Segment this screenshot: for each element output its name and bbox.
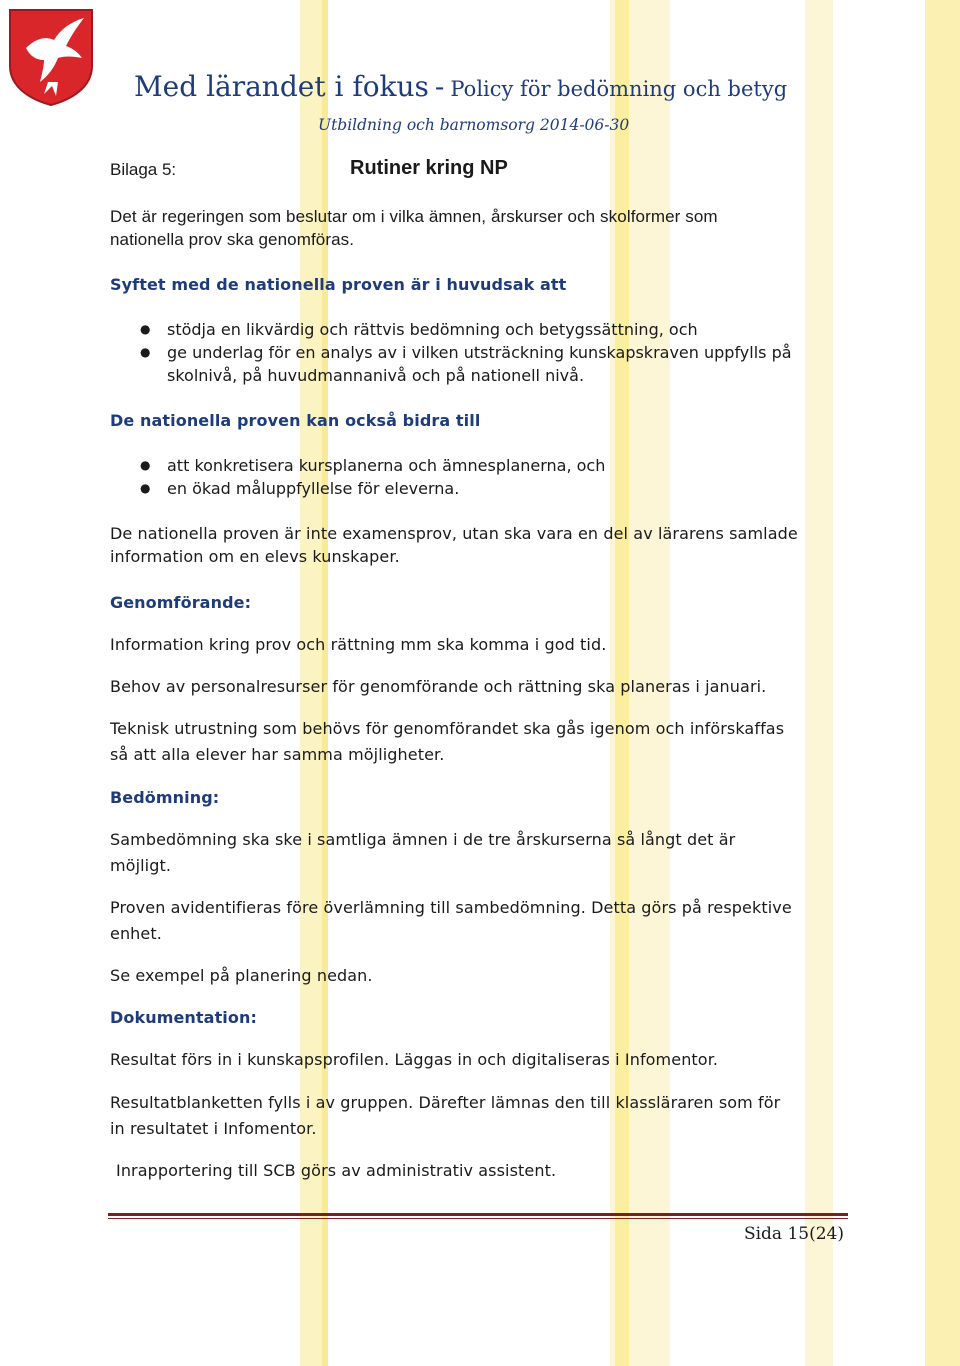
implementation-paragraph-continuation: så att alla elever har samma möjligheter.: [110, 745, 445, 764]
header-main-title: Med lärandet i fokus: [134, 70, 429, 103]
purpose-item: ge underlag för en analys av i vilken utsträckning kunskapskraven uppfylls på: [167, 343, 792, 362]
documentation-paragraph-continuation: in resultatet i Infomentor.: [110, 1119, 317, 1138]
bullet-icon: ●: [140, 458, 151, 472]
assessment-paragraph: Se exempel på planering nedan.: [110, 966, 373, 985]
implementation-paragraph: Teknisk utrustning som behövs för genomförandet ska gås igenom och införskaffas: [110, 719, 785, 738]
assessment-paragraph-continuation: enhet.: [110, 924, 162, 943]
assessment-paragraph-continuation: möjligt.: [110, 856, 172, 875]
page-number: Sida 15(24): [743, 1224, 844, 1244]
implementation-paragraph: Information kring prov och rättning mm ska komma i god tid.: [110, 635, 607, 654]
header-policy-title: Policy för bedömning och betyg: [450, 77, 788, 101]
not-exam-line-1: De nationella proven är inte examensprov, utan ska vara en del av lärarens samlade: [110, 524, 798, 543]
contribute-item: en ökad måluppfyllelse för eleverna.: [167, 479, 460, 498]
appendix-title: Rutiner kring NP: [350, 157, 508, 179]
footer-divider: [108, 1213, 848, 1216]
header-title-dash: -: [434, 70, 445, 103]
documentation-paragraph: Inrapportering till SCB görs av administrativ assistent.: [116, 1161, 557, 1180]
assessment-heading: Bedömning:: [110, 788, 220, 807]
not-exam-line-2: information om en elevs kunskaper.: [110, 547, 400, 566]
implementation-heading: Genomförande:: [110, 593, 252, 612]
bullet-icon: ●: [140, 481, 151, 495]
purpose-item-continuation: skolnivå, på huvudmannanivå och på nationell nivå.: [167, 366, 585, 385]
purpose-item: stödja en likvärdig och rättvis bedömning och betygssättning, och: [167, 320, 698, 339]
documentation-heading: Dokumentation:: [110, 1008, 257, 1027]
contribute-heading: De nationella proven kan också bidra till: [110, 411, 481, 430]
document-header-title: [134, 70, 787, 103]
bullet-icon: ●: [140, 345, 151, 359]
municipality-crest-icon: [8, 8, 94, 106]
intro-line-1: Det är regeringen som beslutar om i vilka ämnen, årskurser och skolformer som: [110, 207, 718, 226]
implementation-paragraph: Behov av personalresurser för genomförande och rättning ska planeras i januari.: [110, 677, 767, 696]
assessment-paragraph: Proven avidentifieras före överlämning till sambedömning. Detta görs på respektive: [110, 898, 792, 917]
contribute-item: att konkretisera kursplanerna och ämnesplanerna, och: [167, 456, 606, 475]
assessment-paragraph: Sambedömning ska ske i samtliga ämnen i de tre årskurserna så långt det är: [110, 830, 736, 849]
appendix-label: Bilaga 5:: [110, 160, 177, 179]
header-subtitle: Utbildning och barnomsorg 2014-06-30: [318, 116, 630, 134]
documentation-paragraph: Resultatblanketten fylls i av gruppen. Därefter lämnas den till klassläraren som för: [110, 1093, 781, 1112]
purpose-heading: Syftet med de nationella proven är i huvudsak att: [110, 275, 567, 294]
documentation-paragraph: Resultat förs in i kunskapsprofilen. Läggas in och digitaliseras i Infomentor.: [110, 1050, 719, 1069]
intro-line-2: nationella prov ska genomföras.: [110, 230, 355, 249]
bullet-icon: ●: [140, 322, 151, 336]
footer-divider-thin: [108, 1218, 848, 1219]
